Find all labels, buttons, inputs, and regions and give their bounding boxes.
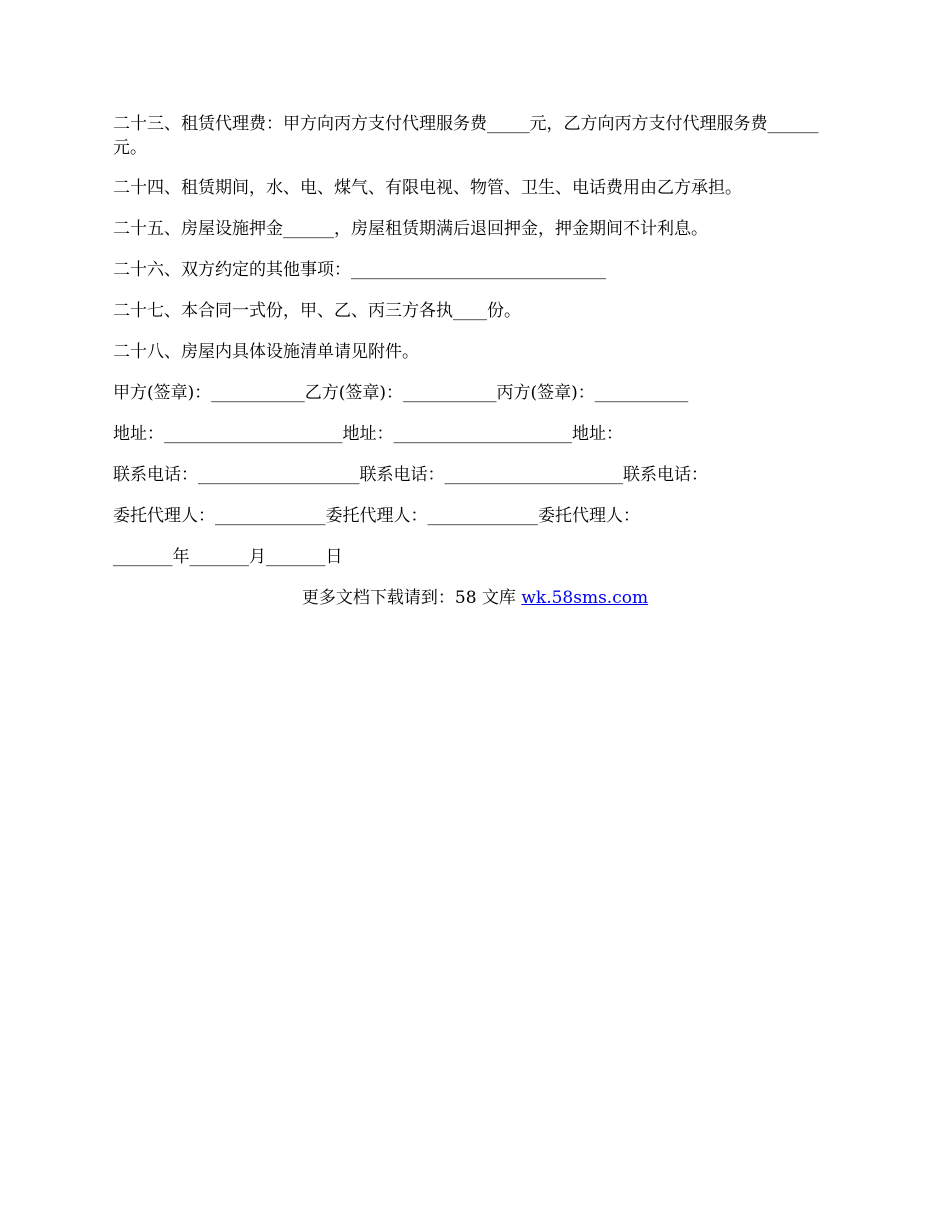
clause-26: 二十六、双方约定的其他事项：______________________________ [113,260,606,280]
footer-download-link[interactable]: wk.58sms.com [521,588,649,608]
clause-28: 二十八、房屋内具体设施清单请见附件。 [113,342,419,362]
clause-27: 二十七、本合同一式份，甲、乙、丙三方各执____份。 [113,301,521,321]
clause-24: 二十四、租赁期间，水、电、煤气、有限电视、物管、卫生、电话费用由乙方承担。 [113,178,742,198]
signature-phone-line: 联系电话：___________________联系电话：_____________________联系电话： [113,465,708,485]
clause-25: 二十五、房屋设施押金______，房屋租赁期满后退回押金，押金期间不计利息。 [113,219,708,239]
document-body [113,112,843,586]
download-footer [0,586,950,610]
signature-address-line: 地址：_____________________地址：_____________________地址： [113,424,623,444]
clause-23: 二十三、租赁代理费：甲方向丙方支付代理服务费_____元，乙方向丙方支付代理服务费______元。 [113,114,819,158]
signature-date-line: _______年_______月_______日 [113,547,343,567]
footer-prefix-text: 更多文档下载请到：58 文库 [301,588,522,608]
signature-agent-line: 委托代理人：_____________委托代理人：_____________委托代理人： [113,506,640,526]
signature-seals-line: 甲方(签章)：___________乙方(签章)：___________丙方(签章)：___________ [113,383,689,403]
